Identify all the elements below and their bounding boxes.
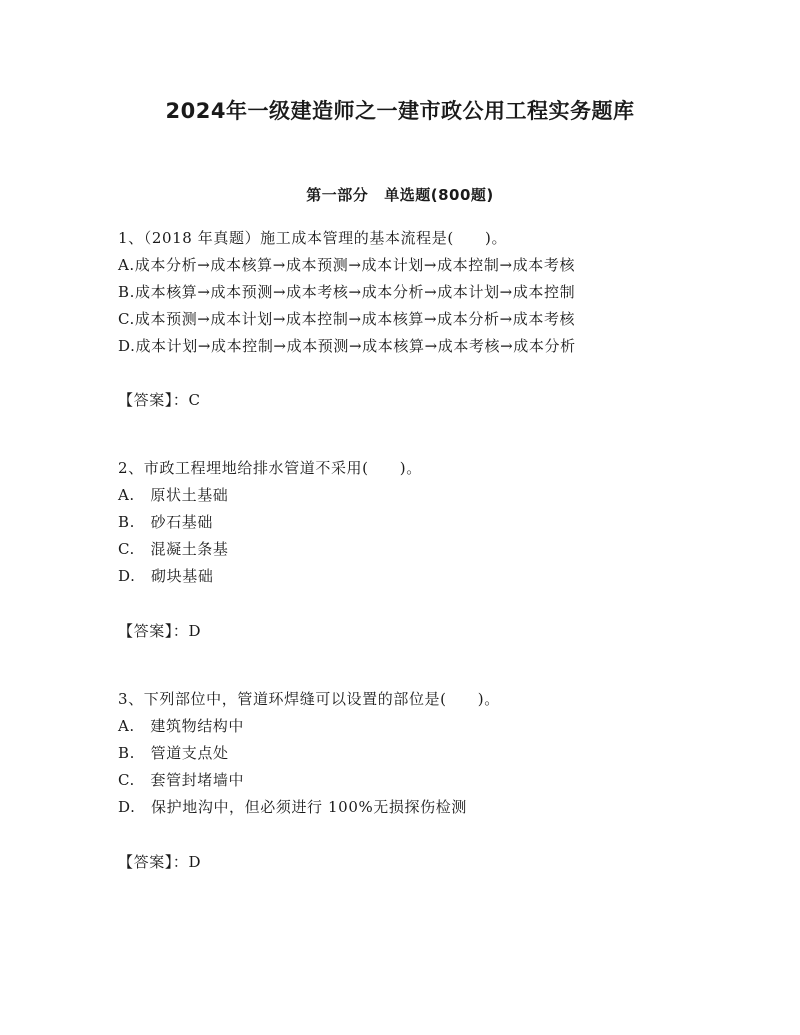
question-1-option-c: C.成本预测→成本计划→成本控制→成本核算→成本分析→成本考核: [118, 310, 576, 328]
question-1-stem: 1、（2018 年真题）施工成本管理的基本流程是( )。: [118, 229, 508, 247]
question-3-option-a: A. 建筑物结构中: [118, 717, 245, 735]
question-3-stem: 3、下列部位中，管道环焊缝可以设置的部位是( )。: [118, 690, 500, 708]
question-1-answer: 【答案】：C: [118, 391, 201, 409]
question-3-option-c: C. 套管封堵墙中: [118, 771, 245, 789]
question-2-option-c: C. 混凝土条基: [118, 540, 229, 558]
question-2-option-d: D. 砌块基础: [118, 567, 214, 585]
section-part: 第一部分: [306, 186, 369, 204]
document-title: 2024年一级建造师之一建市政公用工程实务题库: [165, 99, 635, 123]
question-2-option-b: B. 砂石基础: [118, 513, 213, 531]
question-1-option-d: D.成本计划→成本控制→成本预测→成本核算→成本考核→成本分析: [118, 337, 576, 355]
question-2-stem: 2、市政工程埋地给排水管道不采用( )。: [118, 459, 422, 477]
question-3-answer: 【答案】：D: [118, 853, 202, 871]
question-3-option-d: D. 保护地沟中，但必须进行 100%无损探伤检测: [118, 798, 467, 816]
question-2-answer: 【答案】：D: [118, 622, 202, 640]
question-3-option-b: B. 管道支点处: [118, 744, 229, 762]
section-heading: [0, 184, 800, 205]
question-1-option-b: B.成本核算→成本预测→成本考核→成本分析→成本计划→成本控制: [118, 283, 576, 301]
question-2-option-a: A. 原状土基础: [118, 486, 229, 504]
section-name: 单选题(800题): [384, 186, 494, 204]
question-1-option-a: A.成本分析→成本核算→成本预测→成本计划→成本控制→成本考核: [118, 256, 576, 274]
